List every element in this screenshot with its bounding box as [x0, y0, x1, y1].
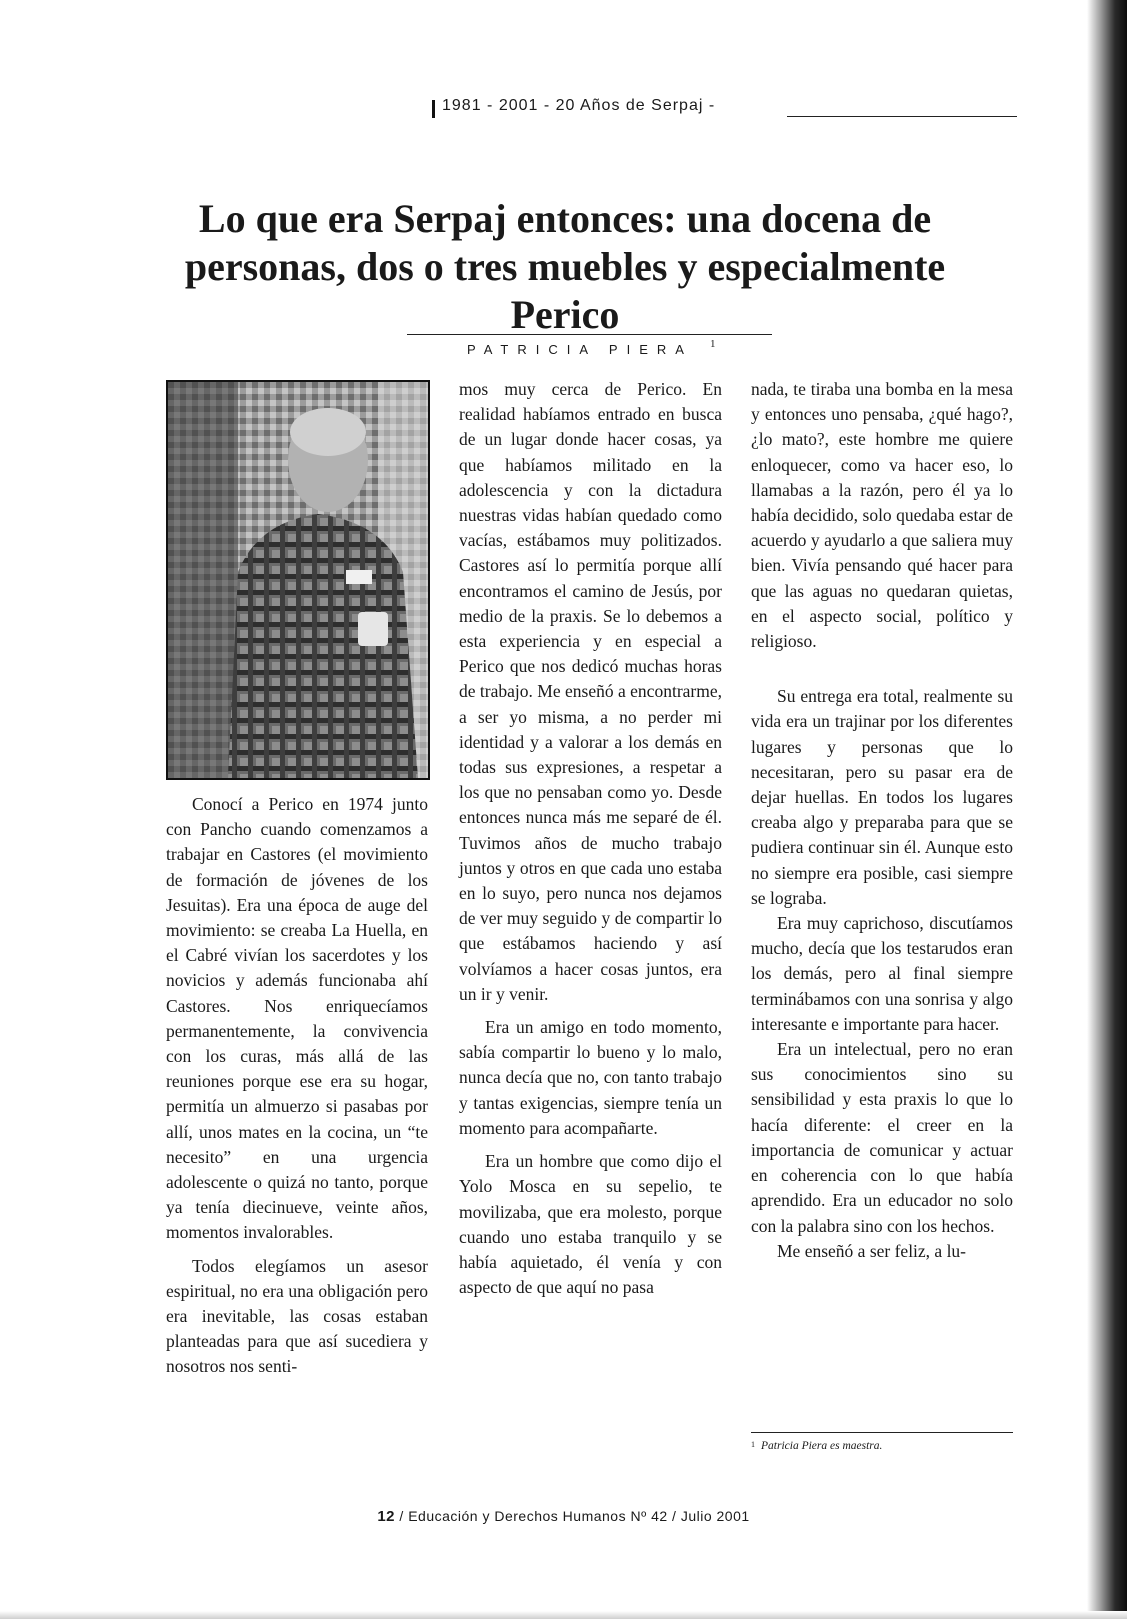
paragraph: Era un amigo en todo momento, sabía compartir lo bueno y lo malo, nunca decía que no, con tanto trabajo y tantas exigencias, siempre tenía un momento para acompañarte.: [459, 1017, 722, 1138]
paragraph: Conocí a Perico en 1974 junto con Pancho cuando comenzamos a trabajar en Castores (el movimiento de formación de jóvenes de los Jesuitas). Era una época de auge del movimiento: se creaba La Huella, en el Cabré vivían los sacerdotes y los novicios y además funcionaba ahí Castores. Nos enriquecíamos permanentemente, la convivencia con los curas, más allá de las reuniones porque ese era su hogar, permitía un almuerzo si pasabas por allí, unos mates en la cocina, un “te necesito” en una urgencia adolescente o quizá no tanto, porque ya tenía diecinueve, veinte años, momentos invalorables.: [166, 794, 428, 1243]
paragraph: nada, te tiraba una bomba en la mesa y entonces uno pensaba, ¿qué hago?, ¿lo mato?, este hombre me quiere enloquecer, como va hacer eso, lo llamabas a la razón, pero él ya lo había decidido, solo quedaba estar de acuerdo y ayudarlo a que saliera muy bien. Vivía pensando qué hacer para que las aguas no quedaran quietas, en el aspecto social, político y religioso.: [751, 379, 1013, 652]
running-head-text: 1981 - 2001 - 20 Años de Serpaj -: [442, 97, 716, 114]
footnote: [751, 1440, 1013, 1452]
running-header: [432, 96, 1017, 120]
paragraph: Todos elegíamos un asesor espiritual, no era una obligación pero era inevitable, las cosas estaban planteadas para que así sucediera y nosotros nos senti-: [166, 1255, 428, 1377]
page-footer: [0, 1508, 1127, 1525]
byline-rule: [407, 334, 772, 335]
article-column-1: [166, 792, 428, 1380]
paragraph: Su entrega era total, realmente su vida era un trajinar por los diferentes lugares y personas que lo necesitaran, pero su pasar era de dejar huellas. En todos los lugares creaba algo y preparaba para que se pudiera continuar sin él. Aunque esto no siempre era posible, casi siempre se lograba.: [751, 686, 1013, 908]
page-edge: [0, 1611, 1127, 1619]
paragraph: mos muy cerca de Perico. En realidad habíamos entrado en busca de un lugar donde hacer cosas, ya que habíamos militado en la adolescencia y con la dictadura nuestras vidas habían quedado como vacías, estábamos muy politizados. Castores así lo permitía porque allí encontramos el camino de Jesús, por medio de la praxis. Se lo debemos a esta experiencia y en especial a Perico que nos dedicó muchas horas de trabajo. Me enseñó a encontrarme, a ser yo misma, a no perder mi identidad y a valorar a los demás en todas sus expresiones, a respetar a los que no pensaban como yo. Desde entonces nunca más me separé de él. Tuvimos años de mucho trabajo juntos y otros en que cada uno estaba en lo suyo, pero nunca nos dejamos de ver muy seguido y de compartir lo que estábamos haciendo y así volvíamos a hacer cosas juntos, era un ir y venir.: [459, 379, 722, 1004]
publication-info: / Educación y Derechos Humanos Nº 42 / Julio 2001: [399, 1508, 750, 1524]
paragraph: Era un hombre que como dijo el Yolo Mosca en su sepelio, te movilizaba, que era molesto, porque cuando uno estaba tranquilo y se había aquietado, él venía y con aspecto de que aquí no pasa: [459, 1151, 722, 1298]
portrait-photo: [166, 380, 430, 780]
footnote-mark: 1: [751, 1440, 755, 1449]
article-column-3: [751, 377, 1013, 1264]
portrait-image: [168, 382, 428, 778]
page-number: 12: [377, 1508, 396, 1525]
paragraph: Era muy caprichoso, discutíamos mucho, decía que los testarudos eran los demás, pero al final siempre terminábamos con una sonrisa y algo interesante e importante para hacer.: [751, 913, 1013, 1034]
author-byline: [407, 334, 772, 364]
header-bar: [432, 100, 435, 118]
article-title: Lo que era Serpaj entonces: una docena de personas, dos o tres muebles y especialmente Perico: [184, 195, 946, 337]
author-note-mark: 1: [710, 338, 716, 350]
binding-shadow: [1087, 0, 1127, 1619]
header-rule: [787, 116, 1017, 117]
footnote-rule: [751, 1432, 1013, 1433]
footnote-text: Patricia Piera es maestra.: [761, 1440, 883, 1452]
article-column-2: [459, 377, 722, 1300]
paragraph: Me enseñó a ser feliz, a lu-: [777, 1240, 967, 1261]
paragraph: Era un intelectual, pero no eran sus conocimientos sino su sensibilidad y esta praxis lo que lo hacía diferente: el creer en la importancia de comunicar y actuar en coherencia con lo que había aprendido. Era un educador no solo con la palabra sino con los hechos.: [751, 1039, 1013, 1236]
author-name: PATRICIA PIERA: [467, 342, 693, 357]
